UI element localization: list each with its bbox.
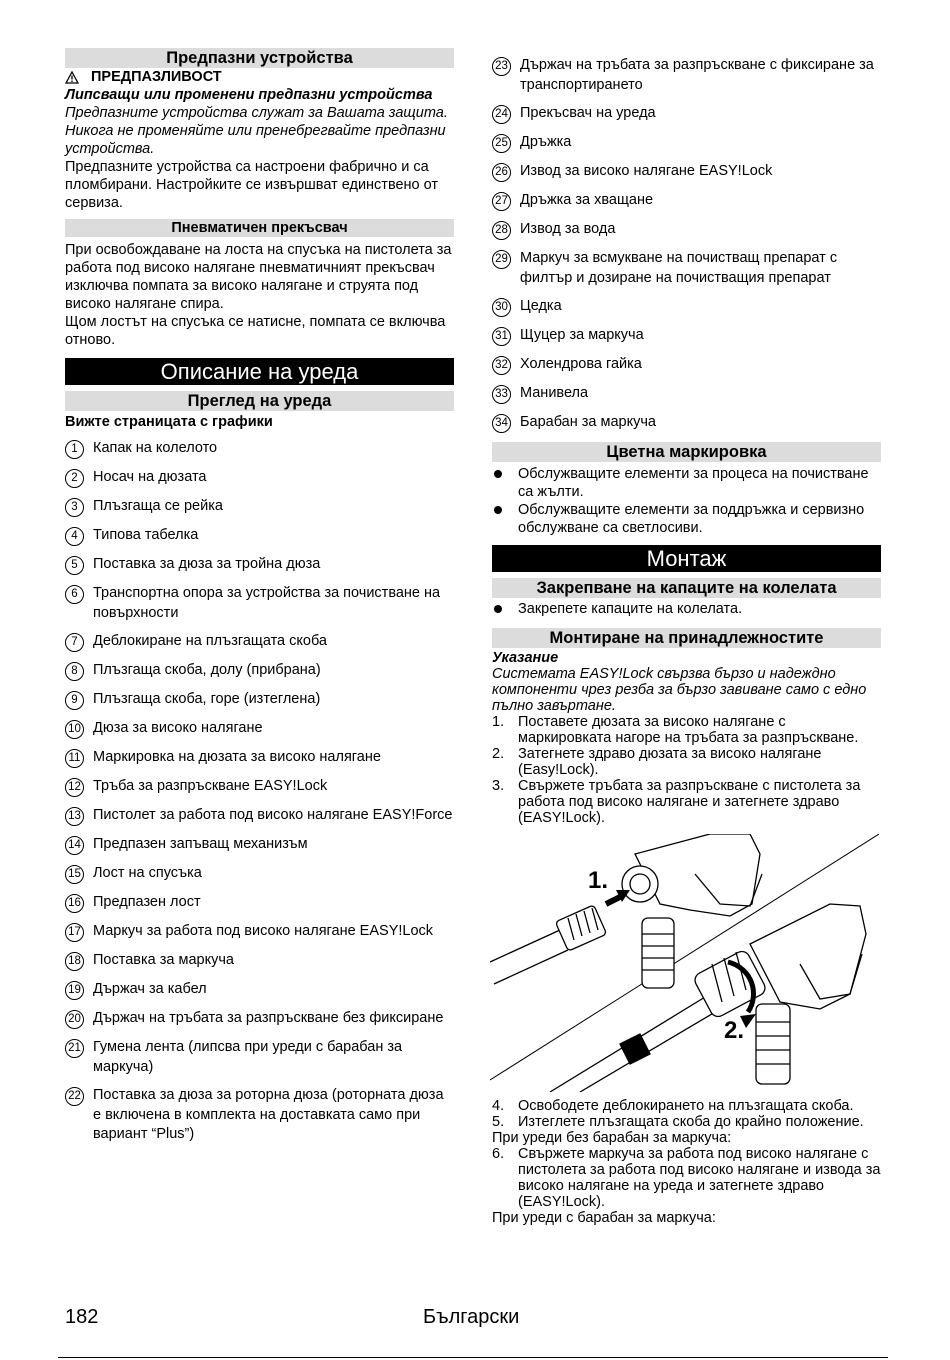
item-number-badge: 29 <box>492 250 511 269</box>
list-item <box>492 1098 881 1114</box>
safety-devices-heading: Предпазни устройства <box>65 48 454 68</box>
list-item <box>65 806 454 826</box>
list-item <box>65 748 454 768</box>
step-number: 5. <box>492 1114 505 1130</box>
item-text: Лост на спусъка <box>93 865 202 881</box>
item-number-badge: 3 <box>65 498 84 517</box>
step-number: 3. <box>492 778 505 794</box>
item-number-badge: 14 <box>65 836 84 855</box>
item-number-badge: 1 <box>65 440 84 459</box>
list-item <box>492 465 881 501</box>
item-text: Прекъсвач на уреда <box>520 105 656 121</box>
item-number-badge: 33 <box>492 385 511 404</box>
item-number-badge: 5 <box>65 556 84 575</box>
list-item <box>492 746 881 778</box>
mounting-heading: Монтаж <box>492 545 881 572</box>
list-item <box>65 661 454 681</box>
list-item <box>65 497 454 517</box>
warning-triangle-icon <box>65 71 79 84</box>
step-text: Изтеглете плъзгащата скоба до крайно положение. <box>518 1114 864 1130</box>
step-number: 2. <box>492 746 505 762</box>
item-text: Капак на колелото <box>93 440 218 456</box>
list-item <box>65 1009 454 1029</box>
list-item <box>65 777 454 797</box>
steps-list-b <box>492 1098 881 1130</box>
item-number-badge: 31 <box>492 327 511 346</box>
item-number-badge: 25 <box>492 134 511 153</box>
item-text: Транспортна опора за устройства за почистване на повърхности <box>93 585 441 621</box>
item-text: Носач на дюзата <box>93 469 207 485</box>
item-number-badge: 4 <box>65 527 84 546</box>
list-item <box>492 162 881 182</box>
item-number-badge: 27 <box>492 192 511 211</box>
item-text: Дръжка <box>520 134 572 150</box>
list-item <box>65 922 454 942</box>
page-number: 182 <box>65 1306 99 1328</box>
item-text: Щуцер за маркуча <box>520 327 644 343</box>
pneumatic-paragraph-2: Щом лостът на спусъка се натисне, помпата се включва отново. <box>65 314 446 348</box>
item-text: Тръба за разпръскване EASY!Lock <box>93 778 328 794</box>
item-number-badge: 20 <box>65 1010 84 1029</box>
color-coding-heading: Цветна маркировка <box>492 442 881 462</box>
step-text: Затегнете здраво дюзата за високо налягане (Easy!Lock). <box>518 746 822 778</box>
assembly-illustration <box>490 834 879 1092</box>
item-text: Дръжка за хващане <box>520 192 654 208</box>
device-description-heading: Описание на уреда <box>65 358 454 385</box>
footer-divider <box>58 1357 888 1358</box>
item-number-badge: 12 <box>65 778 84 797</box>
bullet-icon <box>494 506 502 514</box>
bullet-icon <box>494 470 502 478</box>
list-item <box>65 1086 454 1145</box>
note-text: Системата EASY!Lock свързва бързо и надеждно компоненти чрез резба за бързо завиване само с едно пълно завъртане. <box>492 666 867 714</box>
item-text: Поставка за маркуча <box>93 952 234 968</box>
list-item <box>65 951 454 971</box>
item-number-badge: 15 <box>65 865 84 884</box>
item-number-badge: 6 <box>65 585 84 604</box>
item-number-badge: 24 <box>492 105 511 124</box>
item-text: Манивела <box>520 385 589 401</box>
steps-list-a <box>492 714 881 826</box>
with-drum-text: При уреди с барабан за маркуча: <box>492 1210 716 1226</box>
steps-list-c <box>492 1146 881 1210</box>
list-item <box>492 413 881 433</box>
bullet-icon <box>494 605 502 613</box>
item-number-badge: 22 <box>65 1087 84 1106</box>
step-number: 6. <box>492 1146 505 1162</box>
step-text: Свържете маркуча за работа под високо налягане с пистолета за работа под високо налягане и извода за високо налягане на уреда и затегнете здраво (EASY!Lock). <box>518 1146 881 1210</box>
item-number-badge: 7 <box>65 633 84 652</box>
list-item <box>65 632 454 652</box>
warning-text-2: Никога не променяйте или пренебрегвайте предпазни устройства. <box>65 123 446 157</box>
warning-text-1: Предпазните устройства служат за Вашата защита. <box>65 105 448 121</box>
list-item <box>65 555 454 575</box>
list-item <box>492 1114 881 1130</box>
see-graphics-page: Вижте страницата с графики <box>65 414 273 430</box>
item-number-badge: 11 <box>65 749 84 768</box>
list-item <box>492 355 881 375</box>
step-text: Поставете дюзата за високо налягане с маркировката нагоре на тръбата за разпръскване. <box>518 714 859 746</box>
page-language: Български <box>423 1306 520 1328</box>
item-text: Държач на тръбата за разпръскване с фиксиране за транспортирането <box>520 57 874 93</box>
item-number-badge: 16 <box>65 894 84 913</box>
item-text: Маркуч за работа под високо налягане EASY!Lock <box>93 923 434 939</box>
item-text: Плъзгаща се рейка <box>93 498 223 514</box>
item-number-badge: 18 <box>65 952 84 971</box>
list-item <box>492 104 881 124</box>
arrow-1 <box>606 896 622 904</box>
item-text: Поставка за дюза за роторна дюза (роторната дюза е включена в комплекта на доставката само при вариант “Plus”) <box>93 1087 444 1142</box>
figure-label-2: 2. <box>724 1017 745 1044</box>
item-text: Дюза за високо налягане <box>93 720 263 736</box>
list-item <box>492 714 881 746</box>
step-number: 4. <box>492 1098 505 1114</box>
step-text: Освободете деблокирането на плъзгащата скоба. <box>518 1098 854 1114</box>
item-text: Типова табелка <box>93 527 199 543</box>
step-text: Свържете тръбата за разпръскване с пистолета за работа под високо налягане и затегнете здраво (EASY!Lock). <box>518 778 861 826</box>
list-item <box>65 1038 454 1077</box>
item-text: Деблокиране на плъзгащата скоба <box>93 633 327 649</box>
item-number-badge: 30 <box>492 298 511 317</box>
pneumatic-switch-heading: Пневматичен прекъсвач <box>65 219 454 237</box>
list-item <box>492 600 881 618</box>
list-item <box>492 384 881 404</box>
item-text: Маркировка на дюзата за високо налягане <box>93 749 381 765</box>
spray-lance-upper <box>490 905 607 984</box>
device-overview-heading: Преглед на уреда <box>65 391 454 411</box>
item-text: Холендрова гайка <box>520 356 642 372</box>
item-text: Маркуч за всмукване на почистващ препарат с филтър и дозиране на почистващия препарат <box>520 250 838 286</box>
item-text: Пистолет за работа под високо налягане EASY!Force <box>93 807 453 823</box>
list-item <box>492 56 881 95</box>
warning-title: Липсващи или променени предпазни устройства <box>65 87 433 103</box>
item-number-badge: 34 <box>492 414 511 433</box>
list-item <box>492 501 881 537</box>
item-text: Предпазен запъващ механизъм <box>93 836 308 852</box>
item-text: Предпазен лост <box>93 894 201 910</box>
wheel-caps-heading: Закрепване на капаците на колелата <box>492 578 881 598</box>
item-number-badge: 28 <box>492 221 511 240</box>
item-text: Извод за вода <box>520 221 616 237</box>
pneumatic-paragraph-1: При освобождаване на лоста на спусъка на пистолета за работа под високо налягане пневматичният прекъсвач изключва помпата за високо налягане и струята под високо налягане спира. <box>65 242 452 312</box>
left-column <box>65 48 454 1154</box>
item-text: Извод за високо налягане EASY!Lock <box>520 163 773 179</box>
step-number: 1. <box>492 714 505 730</box>
figure-label-1: 1. <box>588 867 609 894</box>
warning-line <box>65 68 454 86</box>
item-number-badge: 21 <box>65 1039 84 1058</box>
no-drum-text: При уреди без барабан за маркуча: <box>492 1130 732 1146</box>
bullet-text: Обслужващите елементи за процеса на почистване са жълти. <box>518 466 869 500</box>
item-text: Барабан за маркуча <box>520 414 656 430</box>
item-text: Поставка за дюза за тройна дюза <box>93 556 321 572</box>
pistol-lower <box>750 904 866 1084</box>
safety-paragraph: Предпазните устройства са настроени фабрично и са пломбирани. Настройките се извършват единствено от сервиза. <box>65 159 439 211</box>
note-label: Указание <box>492 650 559 666</box>
item-text: Държач на тръбата за разпръскване без фиксиране <box>93 1010 444 1026</box>
item-number-badge: 19 <box>65 981 84 1000</box>
list-item <box>65 719 454 739</box>
list-item <box>65 526 454 546</box>
warning-label: ПРЕДПАЗЛИВОСТ <box>91 69 222 85</box>
list-item <box>65 893 454 913</box>
bullet-text: Закрепете капаците на колелата. <box>518 601 743 617</box>
accessories-heading: Монтиране на принадлежностите <box>492 628 881 648</box>
parts-list-left <box>65 439 454 1145</box>
parts-list-right <box>492 56 881 433</box>
list-item <box>492 778 881 826</box>
list-item <box>65 980 454 1000</box>
item-text: Плъзгаща скоба, долу (прибрана) <box>93 662 321 678</box>
item-number-badge: 23 <box>492 57 511 76</box>
item-number-badge: 17 <box>65 923 84 942</box>
wheel-caps-list <box>492 600 881 618</box>
list-item <box>492 249 881 288</box>
bullet-text: Обслужващите елементи за поддръжка и сервизно обслужване са светлосиви. <box>518 502 865 536</box>
list-item <box>65 439 454 459</box>
item-number-badge: 2 <box>65 469 84 488</box>
list-item <box>492 220 881 240</box>
color-coding-list <box>492 465 881 537</box>
item-number-badge: 9 <box>65 691 84 710</box>
item-number-badge: 32 <box>492 356 511 375</box>
right-column <box>492 56 881 1226</box>
list-item <box>65 864 454 884</box>
item-number-badge: 8 <box>65 662 84 681</box>
list-item <box>492 133 881 153</box>
list-item <box>492 1146 881 1210</box>
item-number-badge: 13 <box>65 807 84 826</box>
list-item <box>65 468 454 488</box>
item-number-badge: 26 <box>492 163 511 182</box>
list-item <box>492 297 881 317</box>
item-text: Плъзгаща скоба, горе (изтеглена) <box>93 691 321 707</box>
list-item <box>65 835 454 855</box>
list-item <box>492 191 881 211</box>
list-item <box>492 326 881 346</box>
list-item <box>65 690 454 710</box>
item-text: Държач за кабел <box>93 981 207 997</box>
list-item <box>65 584 454 623</box>
item-text: Цедка <box>520 298 562 314</box>
item-text: Гумена лента (липсва при уреди с барабан за маркуча) <box>93 1039 403 1075</box>
item-number-badge: 10 <box>65 720 84 739</box>
